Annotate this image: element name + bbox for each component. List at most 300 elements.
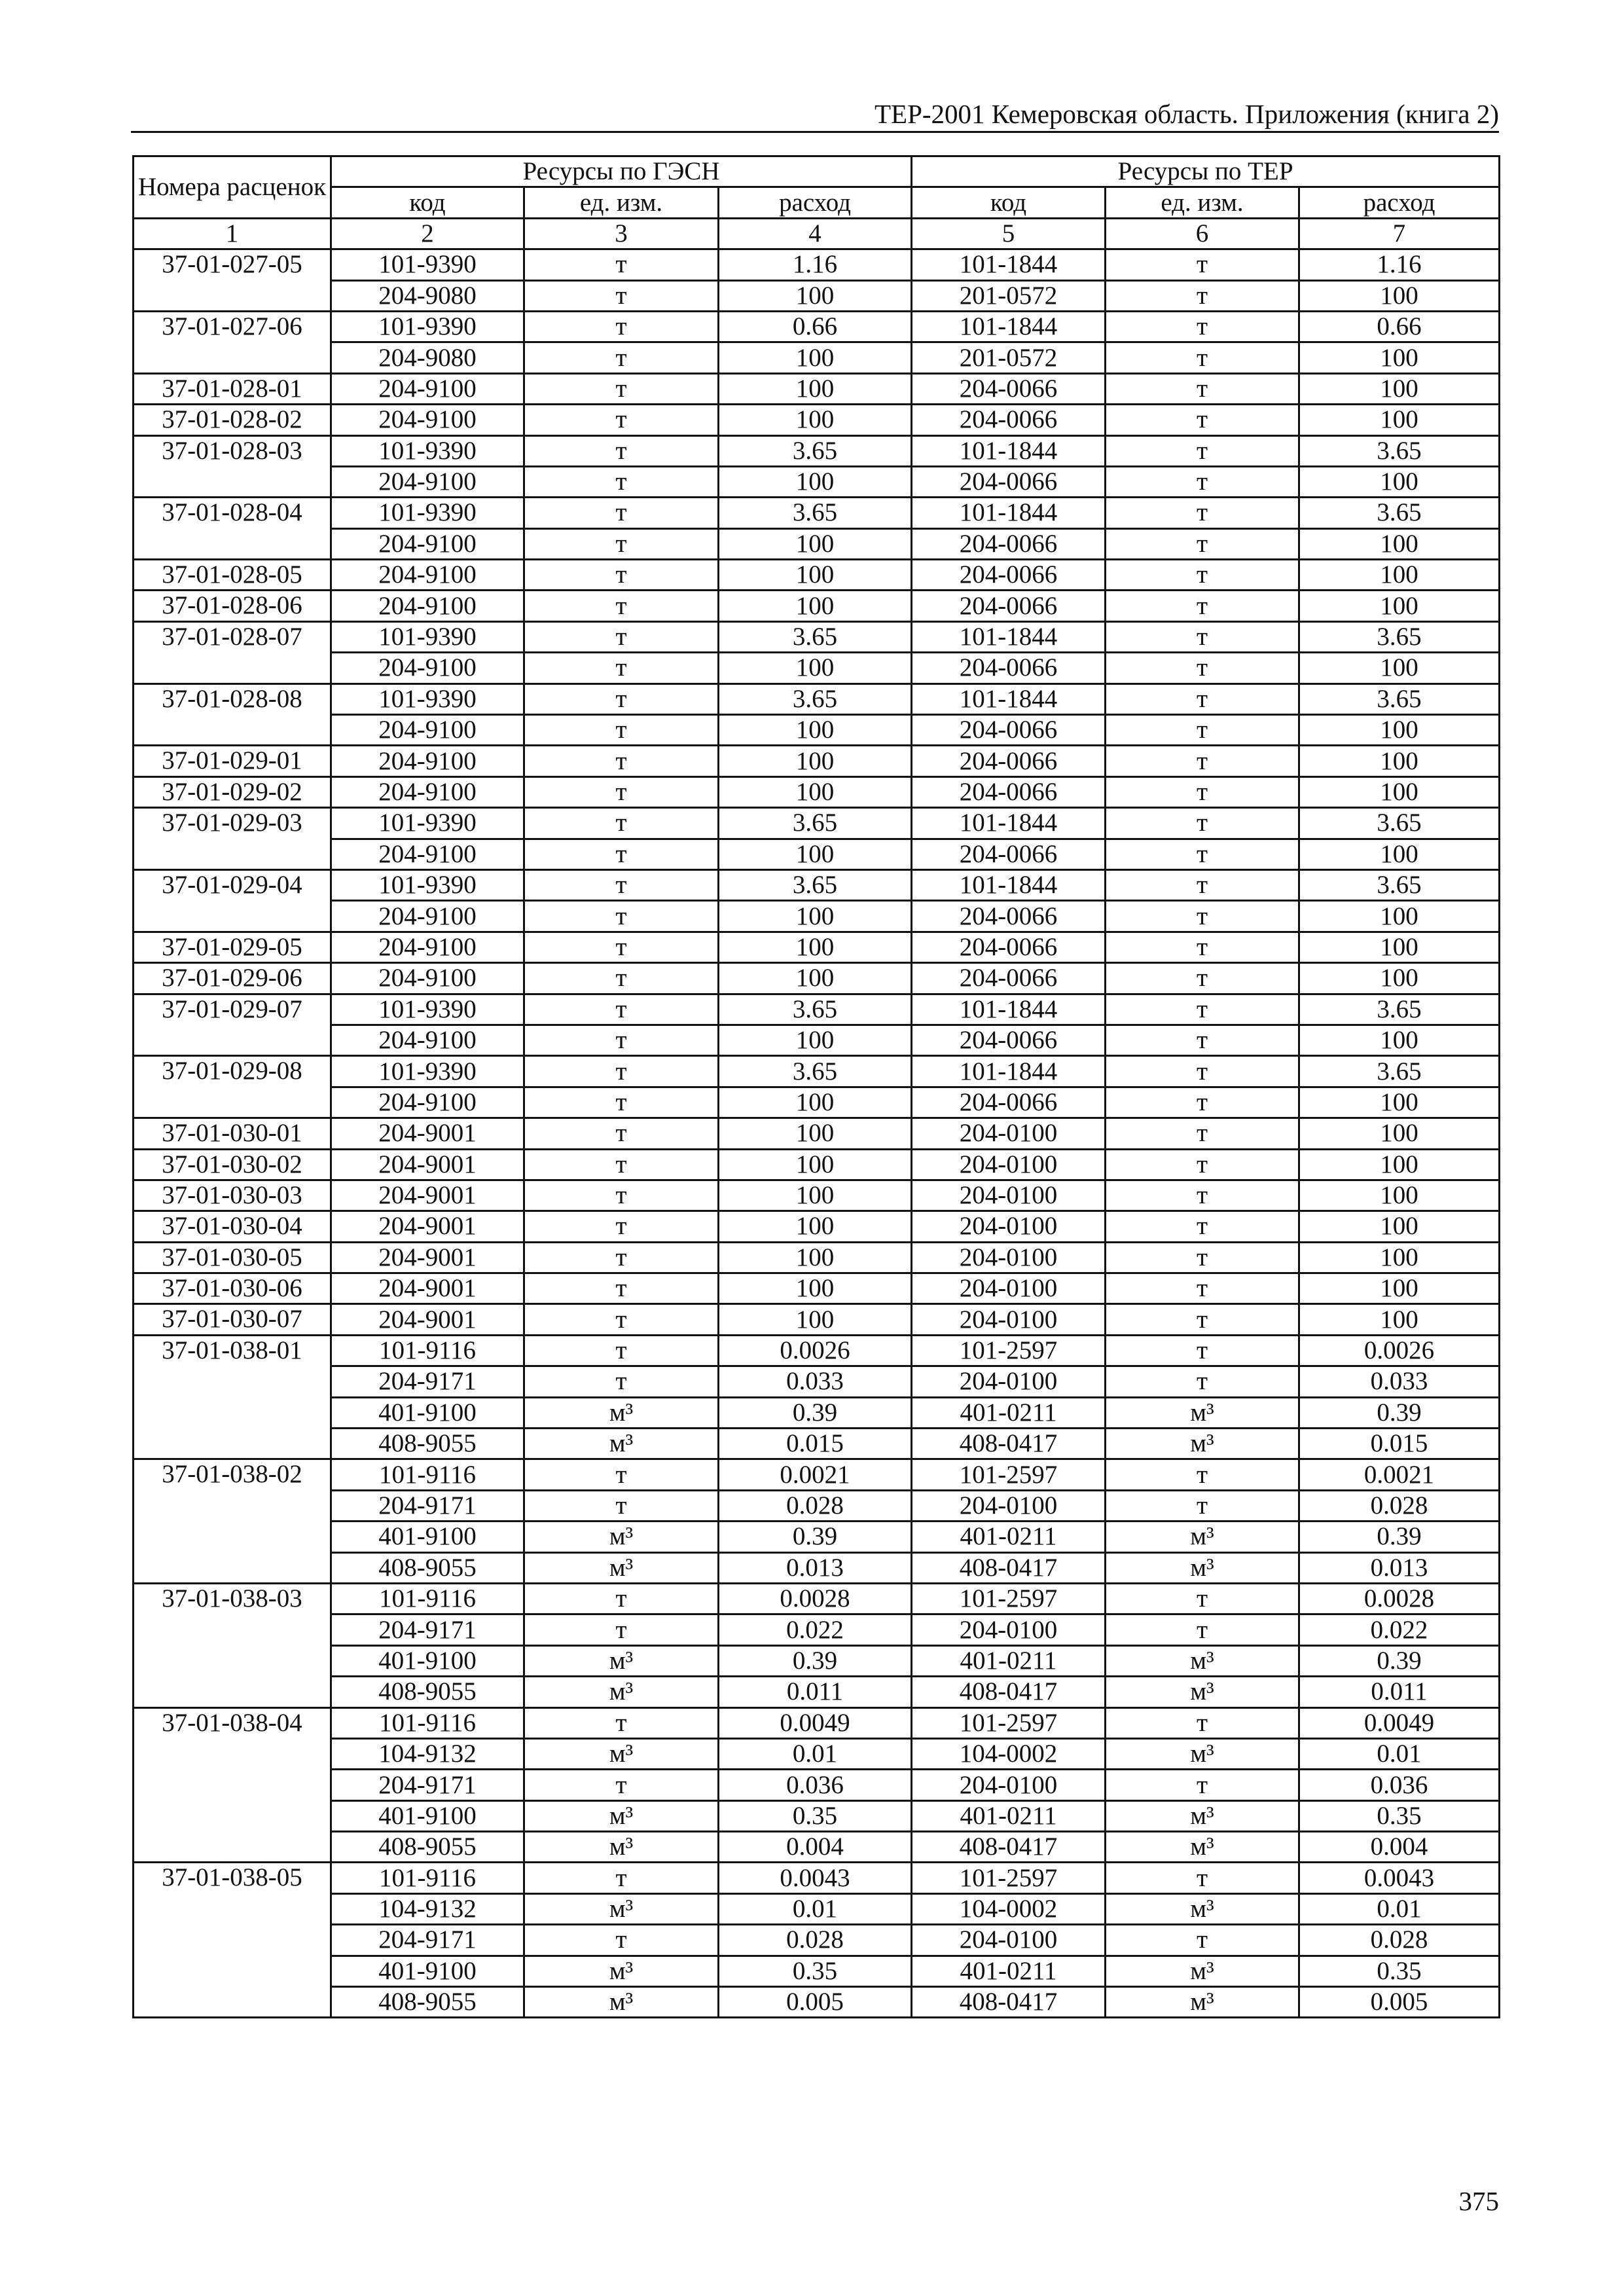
ter-code-cell: 204-0100 [912, 1614, 1106, 1645]
gesn-unit-cell: т [524, 1180, 719, 1211]
gesn-code-cell: 101-9390 [331, 1056, 524, 1087]
gesn-unit-cell: т [524, 373, 719, 404]
ter-amount-cell: 100 [1299, 466, 1500, 497]
rate-code-cell: 37-01-030-03 [134, 1180, 331, 1211]
ter-unit-cell: т [1106, 311, 1299, 342]
gesn-code-cell: 204-9001 [331, 1304, 524, 1335]
gesn-code-cell: 104-9132 [331, 1893, 524, 1924]
gesn-amount-header: расход [719, 187, 912, 218]
gesn-code-cell: 401-9100 [331, 1800, 524, 1831]
gesn-amount-cell: 100 [719, 1118, 912, 1149]
gesn-amount-cell: 100 [719, 373, 912, 404]
table-row [134, 1863, 1500, 1893]
ter-code-cell: 101-1844 [912, 498, 1106, 528]
rate-code-cell: 37-01-028-08 [134, 683, 331, 746]
ter-amount-cell: 3.65 [1299, 498, 1500, 528]
gesn-unit-cell: м³ [524, 1645, 719, 1676]
gesn-amount-cell: 100 [719, 901, 912, 932]
ter-unit-cell: м³ [1106, 1552, 1299, 1583]
gesn-unit-cell: т [524, 715, 719, 746]
ter-unit-cell: м³ [1106, 1956, 1299, 1986]
gesn-unit-cell: т [524, 405, 719, 435]
ter-code-cell: 401-0211 [912, 1645, 1106, 1676]
ter-amount-cell: 0.0028 [1299, 1583, 1500, 1614]
gesn-code-cell: 101-9390 [331, 683, 524, 714]
gesn-code-cell: 101-9390 [331, 311, 524, 342]
gesn-unit-cell: т [524, 932, 719, 962]
ter-amount-cell: 100 [1299, 1087, 1500, 1118]
table-row [134, 839, 1500, 869]
table-row [134, 1273, 1500, 1304]
ter-code-cell: 201-0572 [912, 342, 1106, 373]
ter-amount-cell: 0.35 [1299, 1956, 1500, 1986]
gesn-amount-cell: 3.65 [719, 869, 912, 900]
table-row [134, 1522, 1500, 1552]
gesn-unit-cell: т [524, 963, 719, 994]
ter-amount-cell: 0.0026 [1299, 1335, 1500, 1366]
table-row [134, 1366, 1500, 1397]
gesn-code-cell: 204-9100 [331, 932, 524, 962]
table-row [134, 311, 1500, 342]
ter-code-cell: 204-0066 [912, 466, 1106, 497]
gesn-code-cell: 204-9001 [331, 1149, 524, 1180]
gesn-amount-cell: 0.01 [719, 1738, 912, 1769]
rate-code-cell: 37-01-027-06 [134, 311, 331, 373]
gesn-code-cell: 408-9055 [331, 1552, 524, 1583]
ter-code-cell: 204-0100 [912, 1366, 1106, 1397]
gesn-unit-cell: м³ [524, 1832, 719, 1863]
ter-unit-cell: т [1106, 1490, 1299, 1521]
ter-amount-cell: 0.0021 [1299, 1459, 1500, 1490]
ter-code-cell: 204-0100 [912, 1490, 1106, 1521]
ter-code-cell: 204-0100 [912, 1149, 1106, 1180]
gesn-amount-cell: 100 [719, 1304, 912, 1335]
gesn-amount-cell: 100 [719, 776, 912, 807]
ter-amount-cell: 100 [1299, 715, 1500, 746]
ter-code-cell: 204-0066 [912, 560, 1106, 591]
table-row [134, 1211, 1500, 1242]
gesn-code-cell: 204-9100 [331, 901, 524, 932]
rate-code-cell: 37-01-030-05 [134, 1242, 331, 1273]
rates-column-header-text: Номера расценок [137, 172, 327, 201]
gesn-unit-cell: т [524, 1459, 719, 1490]
gesn-unit-cell: т [524, 560, 719, 591]
ter-code-cell: 101-2597 [912, 1583, 1106, 1614]
gesn-group-header: Ресурсы по ГЭСН [331, 156, 912, 187]
ter-amount-cell: 0.028 [1299, 1490, 1500, 1521]
ter-amount-cell: 0.033 [1299, 1366, 1500, 1397]
gesn-amount-cell: 0.66 [719, 311, 912, 342]
gesn-code-cell: 401-9100 [331, 1645, 524, 1676]
table-row [134, 280, 1500, 311]
gesn-unit-cell: т [524, 1242, 719, 1273]
ter-amount-cell: 0.036 [1299, 1770, 1500, 1800]
table-row [134, 405, 1500, 435]
ter-code-cell: 408-0417 [912, 1677, 1106, 1707]
gesn-unit-cell: т [524, 528, 719, 559]
ter-unit-cell: т [1106, 746, 1299, 776]
rate-code-cell: 37-01-030-02 [134, 1149, 331, 1180]
gesn-amount-cell: 100 [719, 280, 912, 311]
gesn-unit-cell: т [524, 776, 719, 807]
gesn-code-cell: 204-9171 [331, 1366, 524, 1397]
gesn-code-cell: 204-9100 [331, 1087, 524, 1118]
gesn-code-cell: 204-9080 [331, 342, 524, 373]
gesn-unit-cell: т [524, 1614, 719, 1645]
gesn-amount-cell: 0.0028 [719, 1583, 912, 1614]
gesn-amount-cell: 0.0043 [719, 1863, 912, 1893]
ter-code-cell: 101-1844 [912, 869, 1106, 900]
gesn-unit-cell: т [524, 1770, 719, 1800]
rate-code-cell: 37-01-028-06 [134, 591, 331, 621]
ter-unit-cell: т [1106, 1707, 1299, 1738]
gesn-code-cell: 204-9171 [331, 1490, 524, 1521]
ter-unit-cell: т [1106, 528, 1299, 559]
table-row [134, 560, 1500, 591]
table-row [134, 435, 1500, 466]
ter-code-cell: 204-0100 [912, 1273, 1106, 1304]
ter-amount-cell: 100 [1299, 373, 1500, 404]
ter-amount-cell: 0.015 [1299, 1429, 1500, 1459]
ter-unit-header: ед. изм. [1106, 187, 1299, 218]
gesn-unit-cell: т [524, 591, 719, 621]
ter-amount-cell: 100 [1299, 932, 1500, 962]
ter-code-cell: 104-0002 [912, 1893, 1106, 1924]
gesn-unit-cell: т [524, 1925, 719, 1956]
gesn-amount-cell: 1.16 [719, 249, 912, 280]
gesn-unit-cell: т [524, 311, 719, 342]
rate-code-cell: 37-01-027-05 [134, 249, 331, 312]
ter-unit-cell: т [1106, 1273, 1299, 1304]
gesn-amount-cell: 3.65 [719, 1056, 912, 1087]
rate-code-cell: 37-01-030-01 [134, 1118, 331, 1149]
ter-unit-cell: т [1106, 373, 1299, 404]
gesn-amount-cell: 0.0049 [719, 1707, 912, 1738]
ter-unit-cell: м³ [1106, 1800, 1299, 1831]
ter-amount-cell: 100 [1299, 901, 1500, 932]
gesn-code-cell: 204-9001 [331, 1118, 524, 1149]
gesn-code-cell: 401-9100 [331, 1522, 524, 1552]
gesn-amount-cell: 100 [719, 560, 912, 591]
gesn-unit-cell: т [524, 1273, 719, 1304]
ter-amount-cell: 100 [1299, 1211, 1500, 1242]
gesn-amount-cell: 100 [719, 1211, 912, 1242]
ter-amount-cell: 100 [1299, 280, 1500, 311]
table-row [134, 1583, 1500, 1614]
gesn-amount-cell: 0.004 [719, 1832, 912, 1863]
ter-amount-cell: 100 [1299, 1025, 1500, 1055]
gesn-unit-cell: т [524, 1583, 719, 1614]
ter-code-cell: 204-0100 [912, 1242, 1106, 1273]
gesn-unit-cell: м³ [524, 1800, 719, 1831]
table-row [134, 1614, 1500, 1645]
gesn-unit-header: ед. изм. [524, 187, 719, 218]
gesn-code-cell: 401-9100 [331, 1956, 524, 1986]
ter-code-cell: 204-0066 [912, 746, 1106, 776]
table-row [134, 1738, 1500, 1769]
ter-code-cell: 401-0211 [912, 1397, 1106, 1428]
ter-unit-cell: т [1106, 1770, 1299, 1800]
ter-code-cell: 401-0211 [912, 1522, 1106, 1552]
rate-code-cell: 37-01-030-06 [134, 1273, 331, 1304]
ter-code-cell: 204-0066 [912, 776, 1106, 807]
gesn-unit-cell: т [524, 1149, 719, 1180]
ter-unit-cell: т [1106, 498, 1299, 528]
table-row [134, 901, 1500, 932]
ter-amount-cell: 0.01 [1299, 1893, 1500, 1924]
ter-code-cell: 101-1844 [912, 621, 1106, 652]
ter-amount-cell: 100 [1299, 1273, 1500, 1304]
gesn-amount-cell: 100 [719, 405, 912, 435]
ter-code-cell: 204-0066 [912, 932, 1106, 962]
table-row [134, 932, 1500, 962]
ter-amount-cell: 100 [1299, 1304, 1500, 1335]
gesn-code-cell: 204-9001 [331, 1180, 524, 1211]
ter-unit-cell: т [1106, 994, 1299, 1025]
gesn-unit-cell: т [524, 621, 719, 652]
gesn-amount-cell: 0.35 [719, 1956, 912, 1986]
ter-amount-cell: 100 [1299, 746, 1500, 776]
rate-code-cell: 37-01-029-08 [134, 1056, 331, 1118]
rate-code-cell: 37-01-028-04 [134, 498, 331, 560]
table-row [134, 373, 1500, 404]
table-row [134, 1304, 1500, 1335]
ter-unit-cell: т [1106, 776, 1299, 807]
gesn-amount-cell: 100 [719, 932, 912, 962]
ter-unit-cell: т [1106, 1925, 1299, 1956]
gesn-amount-cell: 100 [719, 1025, 912, 1055]
gesn-amount-cell: 100 [719, 1273, 912, 1304]
table-row [134, 715, 1500, 746]
table-row [134, 1832, 1500, 1863]
column-number: 4 [719, 218, 912, 249]
ter-code-cell: 101-1844 [912, 994, 1106, 1025]
gesn-code-cell: 204-9100 [331, 746, 524, 776]
ter-amount-cell: 3.65 [1299, 621, 1500, 652]
ter-unit-cell: т [1106, 932, 1299, 962]
ter-amount-cell: 3.65 [1299, 869, 1500, 900]
table-row [134, 1490, 1500, 1521]
ter-code-cell: 101-1844 [912, 249, 1106, 280]
gesn-code-cell: 204-9100 [331, 963, 524, 994]
rate-code-cell: 37-01-038-05 [134, 1863, 331, 2018]
ter-unit-cell: т [1106, 560, 1299, 591]
gesn-unit-cell: м³ [524, 1429, 719, 1459]
rate-code-cell: 37-01-029-04 [134, 869, 331, 932]
ter-unit-cell: т [1106, 591, 1299, 621]
gesn-code-cell: 204-9100 [331, 839, 524, 869]
rate-code-cell: 37-01-029-03 [134, 808, 331, 870]
header-row-groups [134, 156, 1500, 187]
ter-amount-cell: 0.004 [1299, 1832, 1500, 1863]
gesn-amount-cell: 0.033 [719, 1366, 912, 1397]
rate-code-cell: 37-01-029-05 [134, 932, 331, 962]
gesn-code-cell: 204-9080 [331, 280, 524, 311]
table-row [134, 1335, 1500, 1366]
table-row [134, 1707, 1500, 1738]
gesn-amount-cell: 0.022 [719, 1614, 912, 1645]
header-row-subcolumns [134, 187, 1500, 218]
gesn-amount-cell: 3.65 [719, 498, 912, 528]
gesn-unit-cell: т [524, 1304, 719, 1335]
rate-code-cell: 37-01-029-06 [134, 963, 331, 994]
ter-unit-cell: т [1106, 1459, 1299, 1490]
ter-unit-cell: т [1106, 405, 1299, 435]
resources-table [132, 155, 1500, 2018]
rate-code-cell: 37-01-028-05 [134, 560, 331, 591]
ter-unit-cell: т [1106, 466, 1299, 497]
ter-amount-cell: 0.39 [1299, 1522, 1500, 1552]
table-row [134, 498, 1500, 528]
ter-unit-cell: м³ [1106, 1677, 1299, 1707]
column-number: 6 [1106, 218, 1299, 249]
gesn-code-cell: 204-9001 [331, 1211, 524, 1242]
ter-code-cell: 104-0002 [912, 1738, 1106, 1769]
gesn-unit-cell: т [524, 435, 719, 466]
gesn-code-header: код [331, 187, 524, 218]
gesn-code-cell: 101-9390 [331, 994, 524, 1025]
gesn-amount-cell: 3.65 [719, 994, 912, 1025]
column-number: 2 [331, 218, 524, 249]
gesn-amount-cell: 0.39 [719, 1397, 912, 1428]
ter-amount-cell: 0.028 [1299, 1925, 1500, 1956]
gesn-amount-cell: 3.65 [719, 435, 912, 466]
gesn-unit-cell: м³ [524, 1522, 719, 1552]
ter-code-cell: 204-0100 [912, 1304, 1106, 1335]
ter-amount-cell: 0.005 [1299, 1987, 1500, 2018]
ter-code-cell: 204-0100 [912, 1211, 1106, 1242]
gesn-amount-cell: 0.35 [719, 1800, 912, 1831]
gesn-code-cell: 204-9100 [331, 591, 524, 621]
gesn-unit-cell: т [524, 466, 719, 497]
gesn-unit-cell: т [524, 1211, 719, 1242]
ter-code-cell: 204-0066 [912, 715, 1106, 746]
ter-code-cell: 401-0211 [912, 1800, 1106, 1831]
ter-code-cell: 204-0066 [912, 963, 1106, 994]
ter-amount-cell: 3.65 [1299, 808, 1500, 839]
gesn-unit-cell: м³ [524, 1893, 719, 1924]
rate-code-cell: 37-01-028-03 [134, 435, 331, 498]
gesn-code-cell: 408-9055 [331, 1429, 524, 1459]
ter-unit-cell: т [1106, 435, 1299, 466]
gesn-code-cell: 204-9171 [331, 1770, 524, 1800]
rates-column-header [134, 156, 331, 219]
gesn-amount-cell: 3.65 [719, 621, 912, 652]
gesn-amount-cell: 100 [719, 1149, 912, 1180]
gesn-amount-cell: 100 [719, 591, 912, 621]
ter-code-cell: 204-0066 [912, 373, 1106, 404]
gesn-amount-cell: 100 [719, 528, 912, 559]
ter-unit-cell: т [1106, 1614, 1299, 1645]
table-row [134, 1800, 1500, 1831]
gesn-unit-cell: м³ [524, 1677, 719, 1707]
table-row [134, 1677, 1500, 1707]
ter-unit-cell: т [1106, 869, 1299, 900]
gesn-code-cell: 101-9390 [331, 869, 524, 900]
gesn-unit-cell: т [524, 869, 719, 900]
gesn-amount-cell: 0.011 [719, 1677, 912, 1707]
gesn-unit-cell: т [524, 498, 719, 528]
gesn-code-cell: 101-9116 [331, 1583, 524, 1614]
table-row [134, 653, 1500, 683]
gesn-unit-cell: м³ [524, 1987, 719, 2018]
column-number: 7 [1299, 218, 1500, 249]
gesn-code-cell: 204-9001 [331, 1242, 524, 1273]
gesn-code-cell: 204-9171 [331, 1925, 524, 1956]
header-rule [131, 131, 1499, 133]
ter-unit-cell: м³ [1106, 1397, 1299, 1428]
page-number: 375 [1458, 2186, 1499, 2216]
gesn-amount-cell: 0.015 [719, 1429, 912, 1459]
ter-amount-cell: 0.35 [1299, 1800, 1500, 1831]
gesn-amount-cell: 0.0026 [719, 1335, 912, 1366]
gesn-amount-cell: 100 [719, 839, 912, 869]
gesn-amount-cell: 100 [719, 715, 912, 746]
rate-code-cell: 37-01-038-01 [134, 1335, 331, 1459]
ter-amount-cell: 100 [1299, 405, 1500, 435]
ter-code-cell: 204-0066 [912, 1025, 1106, 1055]
gesn-amount-cell: 0.013 [719, 1552, 912, 1583]
gesn-code-cell: 204-9100 [331, 528, 524, 559]
gesn-amount-cell: 100 [719, 342, 912, 373]
table-row [134, 776, 1500, 807]
gesn-unit-cell: т [524, 1056, 719, 1087]
gesn-unit-cell: м³ [524, 1738, 719, 1769]
ter-unit-cell: т [1106, 1366, 1299, 1397]
gesn-code-cell: 204-9100 [331, 653, 524, 683]
gesn-code-cell: 204-9001 [331, 1273, 524, 1304]
gesn-unit-cell: т [524, 1707, 719, 1738]
ter-unit-cell: т [1106, 1211, 1299, 1242]
table-row [134, 746, 1500, 776]
gesn-amount-cell: 100 [719, 653, 912, 683]
ter-code-cell: 204-0066 [912, 653, 1106, 683]
ter-unit-cell: т [1106, 1583, 1299, 1614]
ter-unit-cell: м³ [1106, 1738, 1299, 1769]
gesn-unit-cell: т [524, 683, 719, 714]
ter-amount-cell: 100 [1299, 839, 1500, 869]
rate-code-cell: 37-01-028-07 [134, 621, 331, 683]
ter-amount-cell: 100 [1299, 653, 1500, 683]
gesn-unit-cell: т [524, 342, 719, 373]
ter-code-cell: 408-0417 [912, 1987, 1106, 2018]
table-row [134, 591, 1500, 621]
ter-amount-cell: 0.01 [1299, 1738, 1500, 1769]
table-row [134, 621, 1500, 652]
gesn-unit-cell: т [524, 1490, 719, 1521]
table-row [134, 683, 1500, 714]
column-number: 3 [524, 218, 719, 249]
gesn-amount-cell: 0.01 [719, 1893, 912, 1924]
page-header-title: ТЕР-2001 Кемеровская область. Приложения (книга 2) [875, 99, 1499, 129]
gesn-unit-cell: т [524, 653, 719, 683]
ter-unit-cell: т [1106, 963, 1299, 994]
table-row [134, 808, 1500, 839]
gesn-code-cell: 204-9100 [331, 715, 524, 746]
ter-unit-cell: т [1106, 1056, 1299, 1087]
ter-amount-cell: 100 [1299, 342, 1500, 373]
gesn-unit-cell: т [524, 839, 719, 869]
rate-code-cell: 37-01-028-02 [134, 405, 331, 435]
ter-unit-cell: м³ [1106, 1645, 1299, 1676]
table-row [134, 1118, 1500, 1149]
ter-unit-cell: т [1106, 1087, 1299, 1118]
rate-code-cell: 37-01-038-03 [134, 1583, 331, 1707]
column-number: 1 [134, 218, 331, 249]
gesn-amount-cell: 100 [719, 1180, 912, 1211]
ter-unit-cell: м³ [1106, 1893, 1299, 1924]
ter-unit-cell: т [1106, 808, 1299, 839]
